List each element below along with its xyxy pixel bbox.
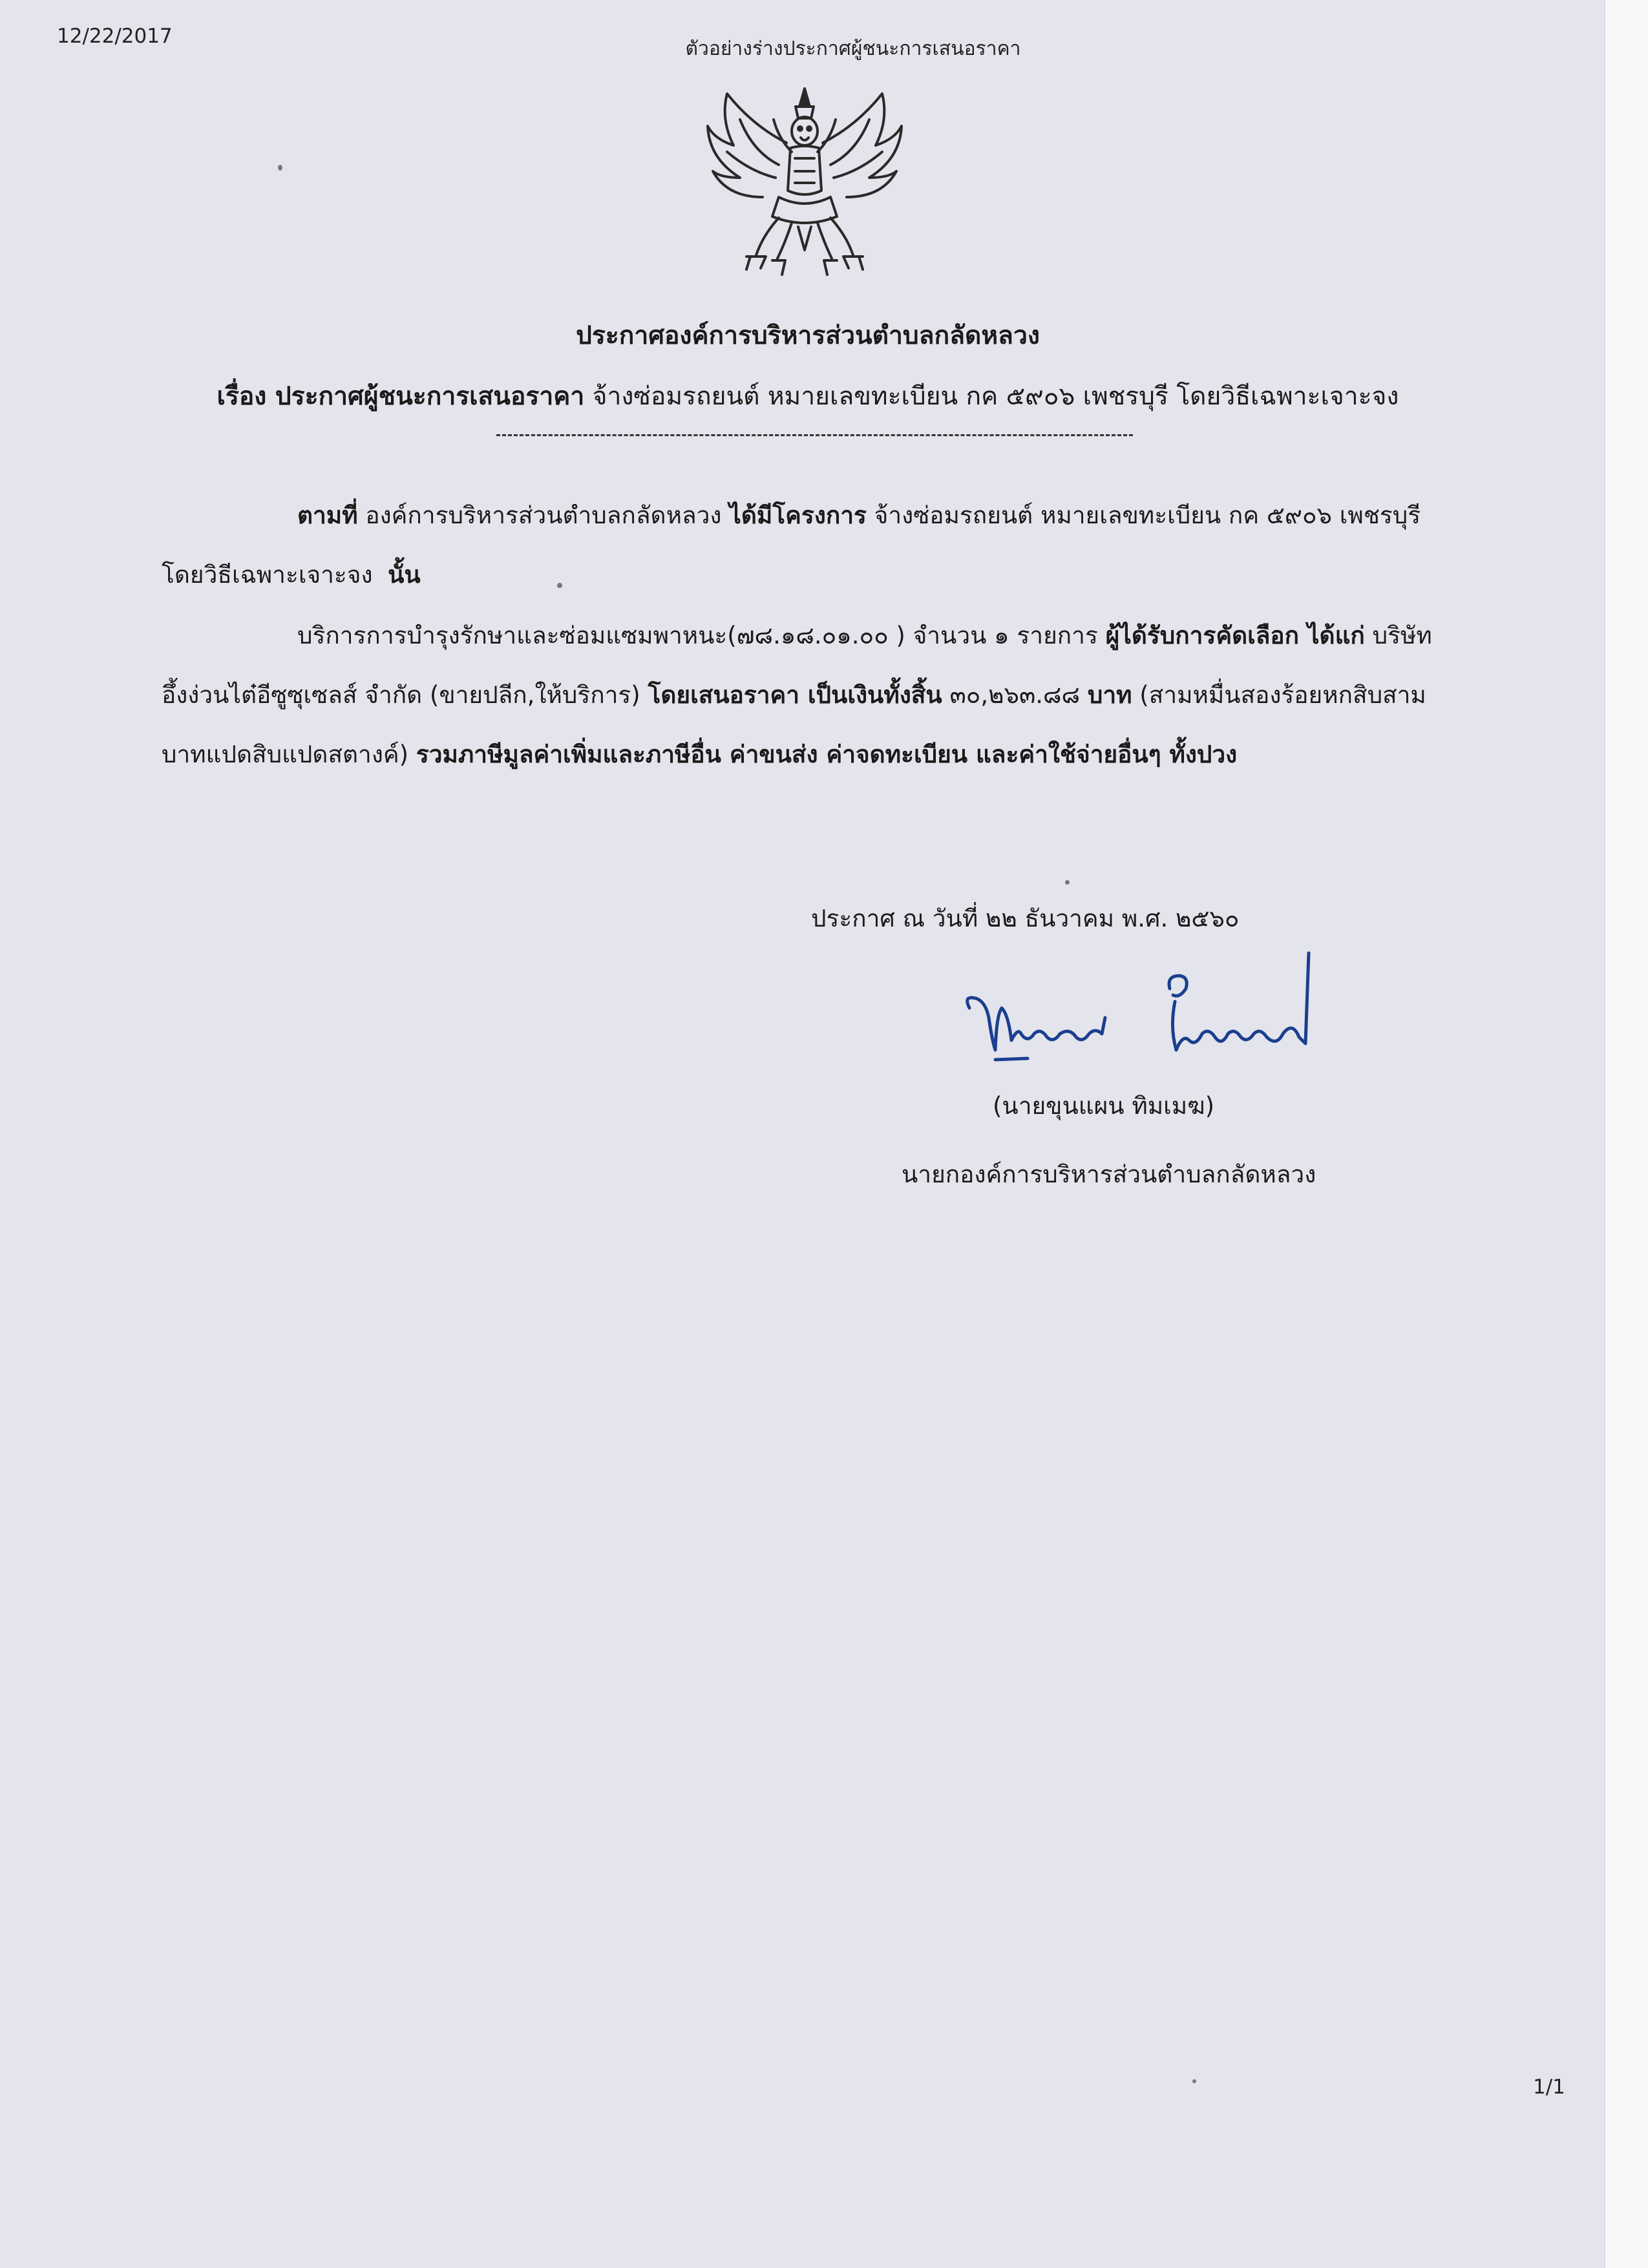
paragraph2-service: บริการการบำรุงรักษาและซ่อมแซมพาหนะ(๗๘.๑๘.๐๑.๐๐ ) จำนวน ๑ รายการ bbox=[297, 622, 1098, 649]
paragraph2-amount: ๓๐,๒๖๓.๘๘ bbox=[949, 681, 1081, 709]
paragraph1-project-text: จ้างซ่อมรถยนต์ หมายเลขทะเบียน กค ๕๙๐๖ เพชรบุรี โดยวิธีเฉพาะเจาะจง bbox=[162, 501, 1421, 589]
paragraph1-lead: ตามที่ bbox=[297, 501, 358, 529]
paragraph2-selected-label: ผู้ได้รับการคัดเลือก ได้แก่ bbox=[1105, 622, 1365, 649]
scan-speck bbox=[1065, 880, 1070, 885]
page-number: 1/1 bbox=[1533, 2075, 1565, 2099]
handwritten-signature-icon bbox=[956, 937, 1331, 1086]
signer-position: นายกองค์การบริหารส่วนตำบลกลัดหลวง bbox=[902, 1160, 1316, 1188]
paragraph-project bbox=[162, 486, 1454, 605]
garuda-emblem-icon bbox=[701, 81, 908, 288]
scan-speck bbox=[557, 583, 562, 588]
signer-name: (นายขุนแผน ทิมเมฆ) bbox=[993, 1092, 1215, 1120]
scan-speck bbox=[278, 165, 282, 171]
paragraph-winner bbox=[162, 606, 1454, 784]
scan-margin bbox=[1604, 0, 1648, 2268]
paragraph2-offer-label: โดยเสนอราคา เป็นเงินทั้งสิ้น bbox=[648, 681, 942, 709]
subject-text: จ้างซ่อมรถยนต์ หมายเลขทะเบียน กค ๕๙๐๖ เพชรบุรี โดยวิธีเฉพาะเจาะจง bbox=[592, 382, 1399, 411]
paragraph2-company: บริษัท อึ้งง่วนไต๋อีซูซุเซลส์ จำกัด (ขายปลีก,ให้บริการ) bbox=[162, 622, 1432, 709]
announcement-date: ประกาศ ณ วันที่ ๒๒ ธันวาคม พ.ศ. ๒๕๖๐ bbox=[811, 905, 1240, 932]
paragraph2-currency: บาท bbox=[1087, 681, 1132, 709]
paragraph1-bold: ได้มีโครงการ bbox=[729, 501, 867, 529]
document-header-title: ตัวอย่างร่างประกาศผู้ชนะการเสนอราคา bbox=[685, 37, 1021, 60]
paragraph2-inclusive: รวมภาษีมูลค่าเพิ่มและภาษีอื่น ค่าขนส่ง ค่าจดทะเบียน และค่าใช้จ่ายอื่นๆ ทั้งปวง bbox=[416, 740, 1238, 768]
paragraph1-end: นั้น bbox=[388, 561, 421, 589]
agency-heading: ประกาศองค์การบริหารส่วนตำบลกลัดหลวง bbox=[576, 321, 1040, 350]
scan-speck bbox=[1192, 2079, 1196, 2083]
paragraph1-agency: องค์การบริหารส่วนตำบลกลัดหลวง bbox=[365, 501, 722, 529]
paragraph2-amount-words: (สามหมื่นสองร้อยหกสิบสามบาทแปดสิบแปดสตางค์) bbox=[162, 681, 1426, 768]
print-date: 12/22/2017 bbox=[57, 25, 173, 48]
divider-line bbox=[496, 434, 1133, 436]
subject-prefix: เรื่อง ประกาศผู้ชนะการเสนอราคา bbox=[217, 382, 585, 411]
subject-line bbox=[162, 376, 1454, 416]
